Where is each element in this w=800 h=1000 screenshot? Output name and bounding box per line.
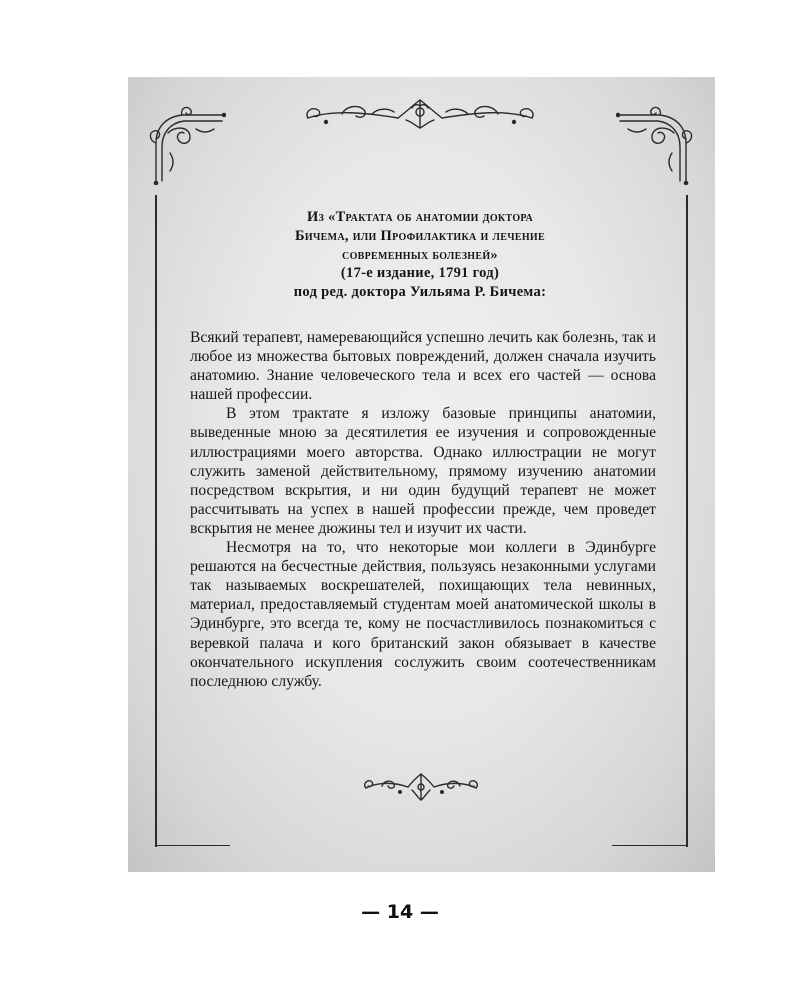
frame-bottom-left-line (155, 845, 230, 846)
frame-left-line (155, 195, 157, 847)
heading-line-1: Из «Трактата об анатомии доктора (306, 209, 534, 225)
left-corner-flourish-icon (146, 103, 226, 185)
heading-edition: (17-е издание, 1791 год) (340, 265, 500, 282)
frame-right-line (686, 195, 688, 847)
body-paragraph-3: Несмотря на то, что некоторые мои коллеги в Эдинбурге решаются на бесчестные действия, пользуясь незаконными услугами так называемых воскрешателей, похищающих тела невинных, материал, предоставляемый студентам моей анатомической школы в Эдинбурге, это всегда те, кому не посчастливилось познакомиться с веревкой палача и кого британский закон обязывает в качестве окончательного искупления сослужить своим соотечественникам последнюю службу. (190, 539, 656, 690)
heading-line-3: современных болезней» (342, 246, 498, 263)
treatise-heading (200, 208, 640, 302)
page-number: — 14 — (361, 901, 439, 923)
treatise-body (190, 328, 656, 691)
heading-line-2: Бичема, или Профилактика и лечение (295, 227, 545, 244)
heading-editor: под ред. доктора Уильяма Р. Бичема: (293, 284, 547, 301)
body-paragraph-1: Всякий терапевт, намеревающийся успешно лечить как болезнь, так и любое из множества бытовых повреждений, должен сначала изучить анатомию. Знание человеческого тела и всех его частей — основа нашей профессии. (190, 329, 656, 404)
body-paragraph-2: В этом трактате я изложу базовые принципы анатомии, выведенные мною за десятилетия ее изучения и сопровожденные иллюстрациями моего авторства. Однако иллюстрации не могут служить заменой действительному, прямому изучению анатомии посредством вскрытия, и ни один будущий терапевт не может рассчитывать на успех в нашей профессии прежде, чем проведет вскрытия не менее дюжины тел и изучит их части. (190, 405, 656, 537)
top-scroll-ornament-icon (302, 92, 538, 132)
right-corner-flourish-icon (616, 103, 696, 185)
frame-bottom-right-line (612, 845, 687, 846)
bottom-scroll-ornament-icon (362, 770, 480, 804)
